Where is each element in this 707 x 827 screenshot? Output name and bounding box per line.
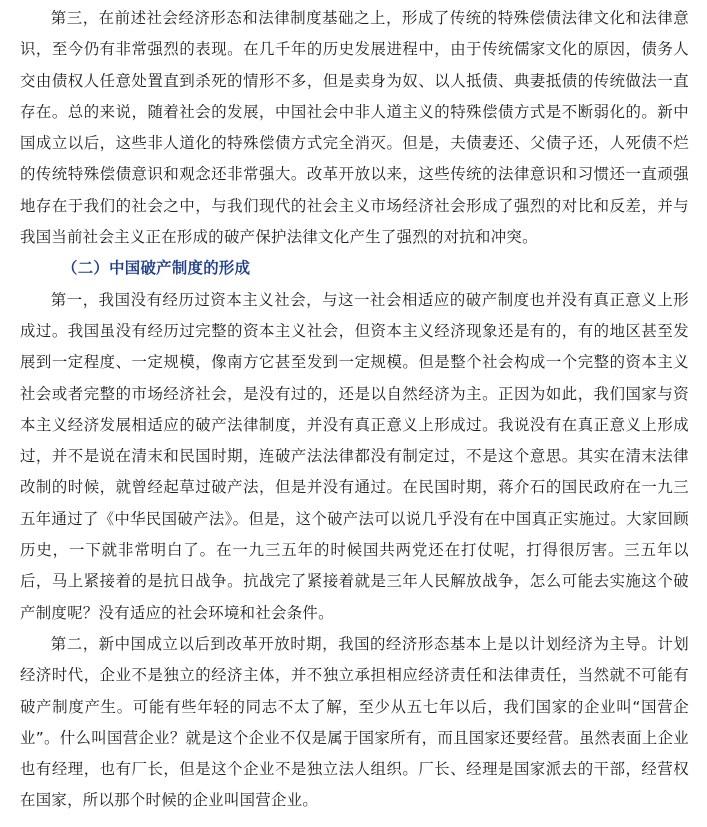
paragraph-first-point: 第一，我国没有经历过资本主义社会，与这一社会相适应的破产制度也并没有真正意义上形成过。我国虽没有经历过完整的资本主义社会，但资本主义经济现象还是有的，有的地区甚至发展到一定程度、一定规模，像南方它甚至发到一定规模。但是整个社会构成一个完整的资本主义社会或者完整的市场经济社会，是没有过的，还是以自然经济为主。正因为如此，我们国家与资本主义经济发展相适应的破产法律制度，并没有真正意义上形成过。我说没有在真正意义上形成过，并不是说在清末和民国时期，连破产法法律都没有制定过，不是这个意思。其实在清末法律改制的时候，就曾经起草过破产法，但是并没有通过。在民国时期，蒋介石的国民政府在一九三五年通过了《中华民国破产法》。但是，这个破产法可以说几乎没有在中国真正实施过。大家回顾历史，一下就非常明白了。在一九三五年的时候国共两党还在打仗呢，打得很厉害。三五年以后，马上紧接着的是抗日战争。抗战完了紧接着就是三年人民解放战争，怎么可能去实施这个破产制度呢？没有适应的社会环境和社会条件。 bbox=[20, 290, 689, 622]
paragraph-second-point: 第二，新中国成立以后到改革开放时期，我国的经济形态基本上是以计划经济为主导。计划经济时代，企业不是独立的经济主体，并不独立承担相应经济责任和法律责任，当然就不可能有破产制度产生。可能有些年轻的同志不太了解，至少从五七年以后，我们国家的企业叫“国营企业”。什么叫国营企业？就是这个企业不仅是属于国家所有，而且国家还要经营。虽然表面上企业也有经理，也有厂长，但是这个企业不是独立法人组织。厂长、经理是国家派去的干部，经营权在国家，所以那个时候的企业叫国营企业。 bbox=[20, 634, 689, 810]
paragraph-third-point: 第三，在前述社会经济形态和法律制度基础之上，形成了传统的特殊偿债法律文化和法律意识，至今仍有非常强烈的表现。在几千年的历史发展进程中，由于传统儒家文化的原因，债务人交由债权人任意处置直到杀死的情形不多，但是卖身为奴、以人抵债、典妻抵债的传统做法一直存在。总的来说，随着社会的发展，中国社会中非人道主义的特殊偿债方式是不断弱化的。新中国成立以后，这些非人道化的特殊偿债方式完全消灭。但是，夫债妻还、父债子还，人死债不烂的传统特殊偿债意识和观念还非常强大。改革开放以来，这些传统的法律意识和习惯还一直顽强地存在于我们的社会之中，与我们现代的社会主义市场经济社会形成了强烈的对比和反差，并与我国当前社会主义正在形成的破产保护法律文化产生了强烈的对抗和冲突。 bbox=[20, 9, 689, 247]
section-heading: （二）中国破产制度的形成 bbox=[62, 259, 251, 278]
document-page bbox=[20, 3, 689, 817]
